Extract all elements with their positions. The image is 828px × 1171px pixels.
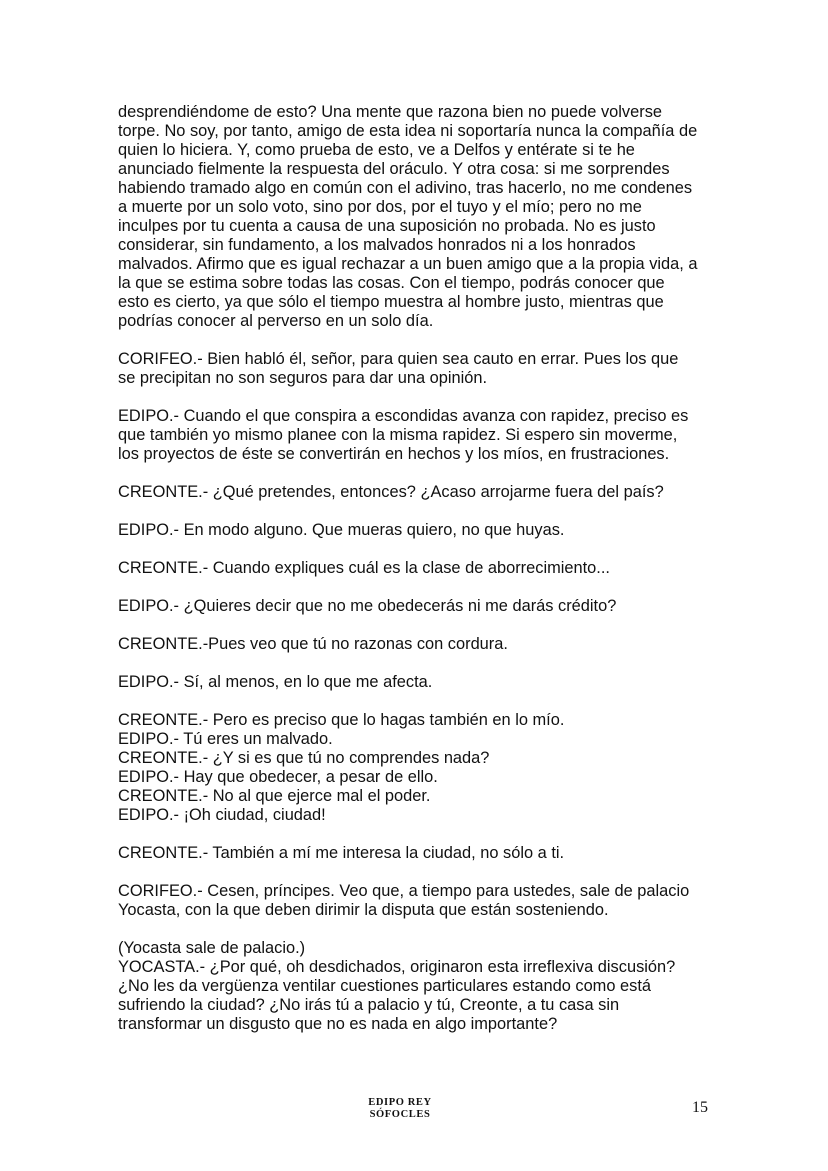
text-line: torpe. No soy, por tanto, amigo de esta idea ni soportaría nunca la compañía de xyxy=(118,122,698,140)
text-line: CREONTE.- ¿Y si es que tú no comprendes nada? xyxy=(118,749,490,767)
text-line: CORIFEO.- Bien habló él, señor, para quien sea cauto en errar. Pues los que xyxy=(118,350,679,368)
text-line: EDIPO.- Sí, al menos, en lo que me afecta. xyxy=(118,673,433,691)
text-line: que también yo mismo planee con la misma rapidez. Si espero sin moverme, xyxy=(118,426,678,444)
paragraph-creonte xyxy=(118,559,718,578)
text-line: anunciado fielmente la respuesta del oráculo. Y otra cosa: si me sorprendes xyxy=(118,160,670,178)
text-line: EDIPO.- Hay que obedecer, a pesar de ello. xyxy=(118,768,438,786)
text-line: EDIPO.- Cuando el que conspira a escondidas avanza con rapidez, preciso es xyxy=(118,407,689,425)
paragraph-edipo xyxy=(118,407,718,464)
paragraph-yocasta xyxy=(118,939,718,1034)
paragraph-edipo xyxy=(118,597,718,616)
text-line: EDIPO.- En modo alguno. Que mueras quiero, no que huyas. xyxy=(118,521,565,539)
text-line: a muerte por un solo voto, sino por dos, por el tuyo y el mío; pero no me xyxy=(118,198,642,216)
dialogue-exchange xyxy=(118,711,718,825)
text-line: transformar un disgusto que no es nada en algo importante? xyxy=(118,1015,558,1033)
text-line: esto es cierto, ya que sólo el tiempo muestra al hombre justo, mientras que xyxy=(118,293,664,311)
paragraph-edipo-speech xyxy=(118,103,718,331)
text-line: sufriendo la ciudad? ¿No irás tú a palacio y tú, Creonte, a tu casa sin xyxy=(118,996,620,1014)
paragraph-edipo xyxy=(118,521,718,540)
text-line: inculpes por tu cuenta a causa de una suposición no probada. No es justo xyxy=(118,217,656,235)
text-line: se precipitan no son seguros para dar una opinión. xyxy=(118,369,488,387)
text-line: CREONTE.-Pues veo que tú no razonas con cordura. xyxy=(118,635,508,653)
text-line: YOCASTA.- ¿Por qué, oh desdichados, originaron esta irreflexiva discusión? xyxy=(118,958,676,976)
text-line: CREONTE.- Cuando expliques cuál es la clase de aborrecimiento... xyxy=(118,559,610,577)
footer-author: SÓFOCLES xyxy=(369,1109,431,1120)
text-line: CREONTE.- No al que ejerce mal el poder. xyxy=(118,787,431,805)
paragraph-creonte xyxy=(118,483,718,502)
text-line: EDIPO.- ¡Oh ciudad, ciudad! xyxy=(118,806,326,824)
page-body xyxy=(118,103,718,1034)
footer-title-block xyxy=(330,1097,470,1121)
text-line: considerar, sin fundamento, a los malvados honrados ni a los honrados xyxy=(118,236,636,254)
paragraph-corifeo xyxy=(118,350,718,388)
paragraph-corifeo xyxy=(118,882,718,920)
text-line: los proyectos de éste se convertirán en hechos y los míos, en frustraciones. xyxy=(118,445,670,463)
text-line: CORIFEO.- Cesen, príncipes. Veo que, a tiempo para ustedes, sale de palacio xyxy=(118,882,690,900)
text-line: EDIPO.- Tú eres un malvado. xyxy=(118,730,333,748)
text-line: quien lo hiciera. Y, como prueba de esto, ve a Delfos y entérate si te he xyxy=(118,141,635,159)
footer-book-title: EDIPO REY xyxy=(368,1097,432,1108)
text-line: CREONTE.- También a mí me interesa la ciudad, no sólo a ti. xyxy=(118,844,565,862)
text-line: podrías conocer al perverso en un solo día. xyxy=(118,312,434,330)
text-line: desprendiéndome de esto? Una mente que razona bien no puede volverse xyxy=(118,103,663,121)
text-line: ¿No les da vergüenza ventilar cuestiones particulares estando como está xyxy=(118,977,651,995)
page-number: 15 xyxy=(692,1099,708,1116)
text-line: CREONTE.- Pero es preciso que lo hagas también en lo mío. xyxy=(118,711,565,729)
paragraph-creonte xyxy=(118,635,718,654)
text-line: malvados. Afirmo que es igual rechazar a un buen amigo que a la propia vida, a xyxy=(118,255,698,273)
text-line: EDIPO.- ¿Quieres decir que no me obedecerás ni me darás crédito? xyxy=(118,597,617,615)
paragraph-creonte xyxy=(118,844,718,863)
text-line: Yocasta, con la que deben dirimir la disputa que están sosteniendo. xyxy=(118,901,609,919)
text-line: habiendo tramado algo en común con el adivino, tras hacerlo, no me condenes xyxy=(118,179,693,197)
text-line: la que se estima sobre todas las cosas. Con el tiempo, podrás conocer que xyxy=(118,274,665,292)
stage-direction: (Yocasta sale de palacio.) xyxy=(118,939,306,957)
text-line: CREONTE.- ¿Qué pretendes, entonces? ¿Acaso arrojarme fuera del país? xyxy=(118,483,664,501)
paragraph-edipo xyxy=(118,673,718,692)
